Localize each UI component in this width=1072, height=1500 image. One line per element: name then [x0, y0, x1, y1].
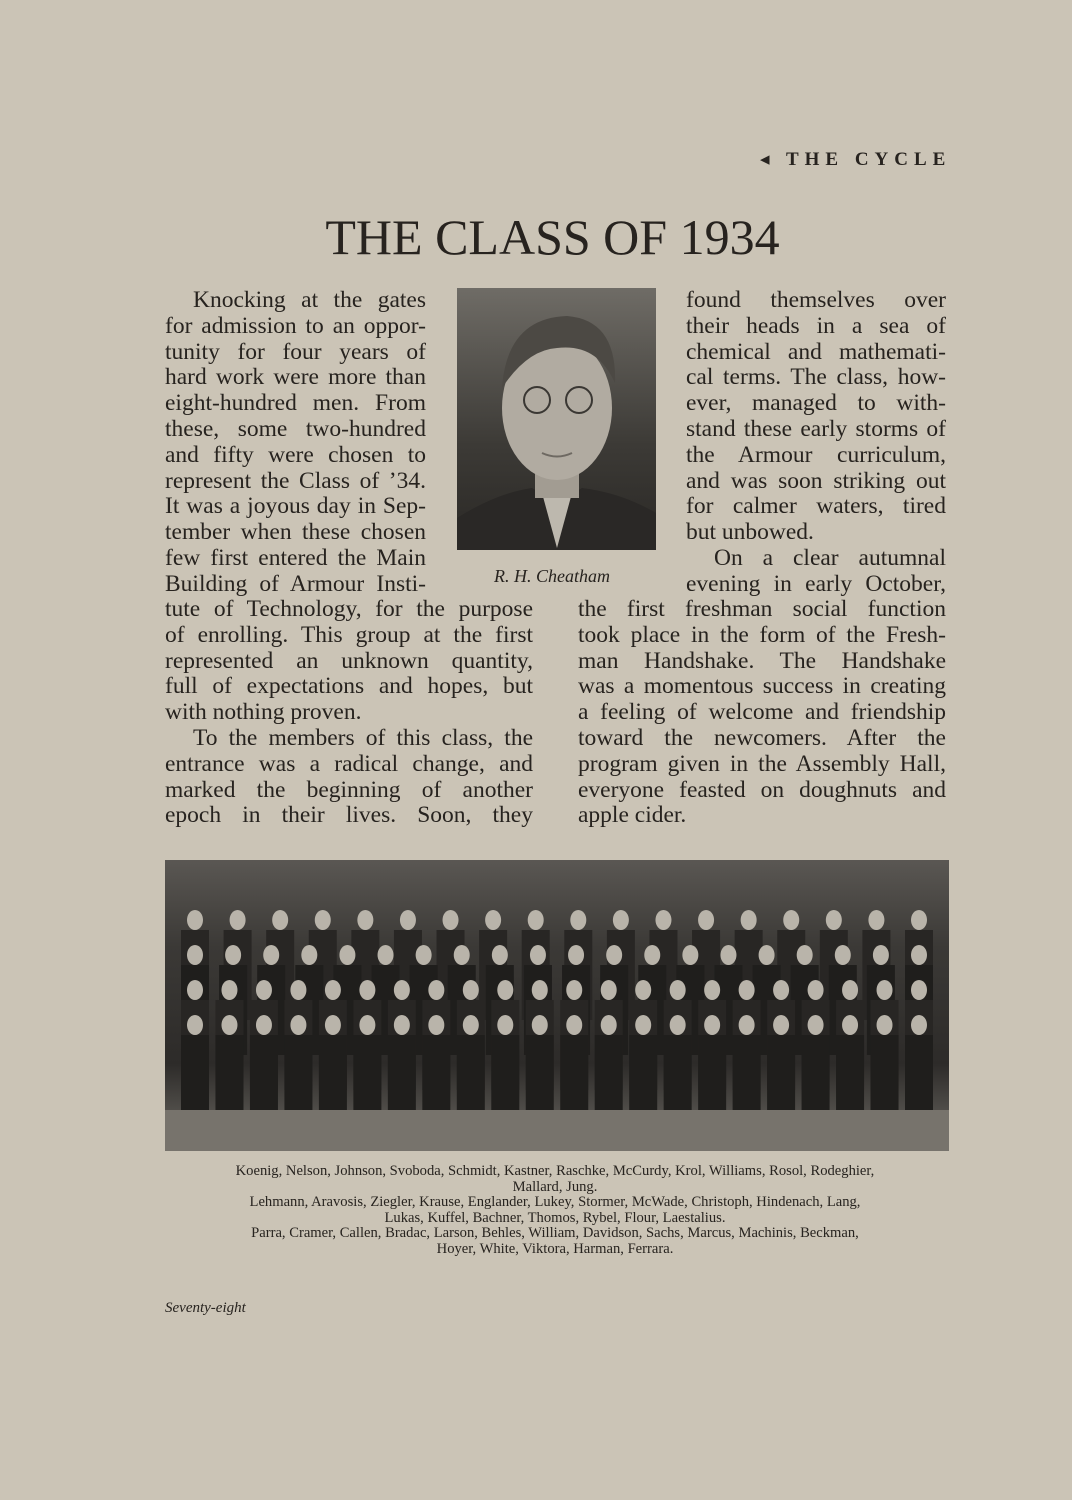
text-line: eight-hundred men. From	[165, 390, 426, 417]
person-face	[670, 1015, 686, 1035]
portrait-figure	[457, 288, 656, 550]
person-face	[485, 910, 501, 930]
person-face	[359, 980, 375, 1000]
person-face	[783, 910, 799, 930]
person-face	[394, 980, 410, 1000]
person-face	[797, 945, 813, 965]
person-face	[187, 1015, 203, 1035]
person-face	[835, 945, 851, 965]
person-face	[532, 980, 548, 1000]
person-face	[570, 910, 586, 930]
text-line: of enrolling. This group at the first	[165, 621, 533, 648]
text-line: their heads in a sea of	[686, 312, 946, 339]
person-face	[230, 910, 246, 930]
person-face	[773, 980, 789, 1000]
person-face	[187, 945, 203, 965]
group-photo-caption	[200, 1164, 910, 1257]
person-face	[492, 945, 508, 965]
person-face	[339, 945, 355, 965]
person-face	[842, 1015, 858, 1035]
right-column-wide	[578, 597, 946, 829]
person-face	[877, 1015, 893, 1035]
person-face	[759, 945, 775, 965]
text-line: It was a joyous day in Sep-	[165, 493, 426, 520]
person-face	[357, 910, 373, 930]
left-column-wide	[165, 597, 533, 829]
text-line: epoch in their lives. Soon, they	[165, 802, 533, 829]
person-face	[256, 1015, 272, 1035]
person-face	[739, 1015, 755, 1035]
caption-line: Hoyer, White, Viktora, Harman, Ferrara.	[436, 1240, 674, 1257]
text-line: represented an unknown quantity,	[165, 647, 533, 674]
left-column-top	[165, 288, 426, 598]
person-face	[842, 980, 858, 1000]
ground	[165, 1110, 949, 1151]
person-face	[644, 945, 660, 965]
text-line: cal terms. The class, how-	[686, 364, 946, 391]
text-line: full of expectations and hopes, but	[165, 673, 533, 700]
person-face	[601, 1015, 617, 1035]
person-face	[655, 910, 671, 930]
person-face	[877, 980, 893, 1000]
text-line: everyone feasted on doughnuts and	[578, 776, 946, 803]
person-face	[670, 980, 686, 1000]
person-face	[400, 910, 416, 930]
text-line: represent the Class of ’34.	[165, 467, 426, 494]
caption-line: Parra, Cramer, Callen, Bradac, Larson, Behles, William, Davidson, Sachs, Marcus, Machinis, Beckman,	[251, 1225, 859, 1241]
person-face	[428, 980, 444, 1000]
page-title: THE CLASS OF 1934	[325, 209, 780, 265]
page-number: Seventy-eight	[165, 1300, 246, 1316]
person-face	[454, 945, 470, 965]
text-line: tember when these chosen	[165, 519, 426, 546]
text-line: entrance was a radical change, and	[165, 750, 533, 777]
person-face	[566, 980, 582, 1000]
text-line: evening in early October,	[686, 570, 946, 597]
class-group-photo	[165, 860, 949, 1151]
person-face	[290, 980, 306, 1000]
person-face	[221, 1015, 237, 1035]
portrait-photo	[457, 288, 656, 550]
caption-line: Lukas, Kuffel, Bachner, Thomos, Rybel, Flour, Laestalius.	[384, 1209, 726, 1226]
person-face	[704, 980, 720, 1000]
text-line: took place in the form of the Fresh-	[578, 621, 946, 648]
person-face	[359, 1015, 375, 1035]
person-face	[463, 980, 479, 1000]
person-face	[613, 910, 629, 930]
person-face	[911, 1015, 927, 1035]
person-face	[635, 980, 651, 1000]
text-line: program given in the Assembly Hall,	[578, 750, 946, 777]
right-column-top	[686, 288, 946, 598]
text-line: Knocking at the gates	[193, 287, 426, 313]
running-head: ◂ THE CYCLE	[760, 149, 952, 170]
person-face	[221, 980, 237, 1000]
text-line: marked the beginning of another	[165, 776, 533, 803]
text-line: Building of Armour Insti-	[165, 570, 426, 597]
portrait-caption: R. H. Cheatham	[494, 566, 610, 586]
text-line: ever, managed to with-	[686, 390, 946, 417]
person-face	[741, 910, 757, 930]
person-face	[808, 980, 824, 1000]
text-line: the first freshman social function	[578, 596, 946, 622]
person-face	[290, 1015, 306, 1035]
person-face	[416, 945, 432, 965]
person-face	[568, 945, 584, 965]
person-face	[187, 980, 203, 1000]
person-face	[325, 980, 341, 1000]
caption-line: Koenig, Nelson, Johnson, Svoboda, Schmidt, Kastner, Raschke, McCurdy, Krol, Williams, Rosol, Rodeghier,	[235, 1163, 875, 1179]
person-face	[315, 910, 331, 930]
text-line: chemical and mathemati-	[686, 338, 946, 365]
person-face	[225, 945, 241, 965]
person-face	[530, 945, 546, 965]
text-line: the Armour curriculum,	[686, 441, 946, 468]
person-face	[256, 980, 272, 1000]
person-face	[873, 945, 889, 965]
text-line: hard work were more than	[165, 364, 426, 391]
person-face	[443, 910, 459, 930]
person-face	[497, 1015, 513, 1035]
person-face	[773, 1015, 789, 1035]
person-face	[635, 1015, 651, 1035]
caption-line: Mallard, Jung.	[512, 1178, 598, 1195]
person-face	[911, 910, 927, 930]
person-face	[263, 945, 279, 965]
person-face	[532, 1015, 548, 1035]
text-line: On a clear autumnal	[714, 544, 946, 571]
person-face	[428, 1015, 444, 1035]
person-face	[497, 980, 513, 1000]
text-line: stand these early storms of	[686, 415, 946, 442]
text-line: for calmer waters, tired	[686, 493, 946, 520]
person-face	[528, 910, 544, 930]
person-face	[911, 980, 927, 1000]
text-line: and fifty were chosen to	[165, 441, 426, 468]
person-face	[394, 1015, 410, 1035]
person-face	[566, 1015, 582, 1035]
text-line: for admission to an oppor-	[165, 312, 426, 339]
text-line: found themselves over	[686, 287, 946, 313]
caption-line: Lehmann, Aravosis, Ziegler, Krause, Englander, Lukey, Stormer, McWade, Christoph, Hindenach, Lang,	[249, 1194, 861, 1210]
person-face	[911, 945, 927, 965]
person-face	[378, 945, 394, 965]
person-face	[682, 945, 698, 965]
person-face	[720, 945, 736, 965]
text-line: tunity for four years of	[165, 338, 426, 365]
text-line: a feeling of welcome and friendship	[578, 699, 946, 726]
text-line: apple cider.	[578, 802, 687, 829]
person-face	[601, 980, 617, 1000]
person-face	[826, 910, 842, 930]
person-face	[698, 910, 714, 930]
person-face	[739, 980, 755, 1000]
text-line: few first entered the Main	[165, 544, 426, 571]
text-line: tute of Technology, for the purpose	[165, 596, 533, 622]
person-face	[868, 910, 884, 930]
person-face	[463, 1015, 479, 1035]
text-line: but unbowed.	[686, 519, 814, 546]
text-line: toward the newcomers. After the	[578, 724, 946, 751]
person-face	[301, 945, 317, 965]
text-line: these, some two-hundred	[165, 415, 426, 442]
person-face	[325, 1015, 341, 1035]
group-figures	[165, 860, 949, 1151]
person-face	[606, 945, 622, 965]
text-line: with nothing proven.	[165, 699, 362, 726]
text-line: To the members of this class, the	[193, 724, 533, 751]
person-face	[704, 1015, 720, 1035]
text-line: man Handshake. The Handshake	[578, 647, 946, 674]
person-face	[272, 910, 288, 930]
text-line: was a momentous success in creating	[578, 673, 946, 700]
text-line: and was soon striking out	[686, 467, 946, 494]
person-face	[187, 910, 203, 930]
person-face	[808, 1015, 824, 1035]
